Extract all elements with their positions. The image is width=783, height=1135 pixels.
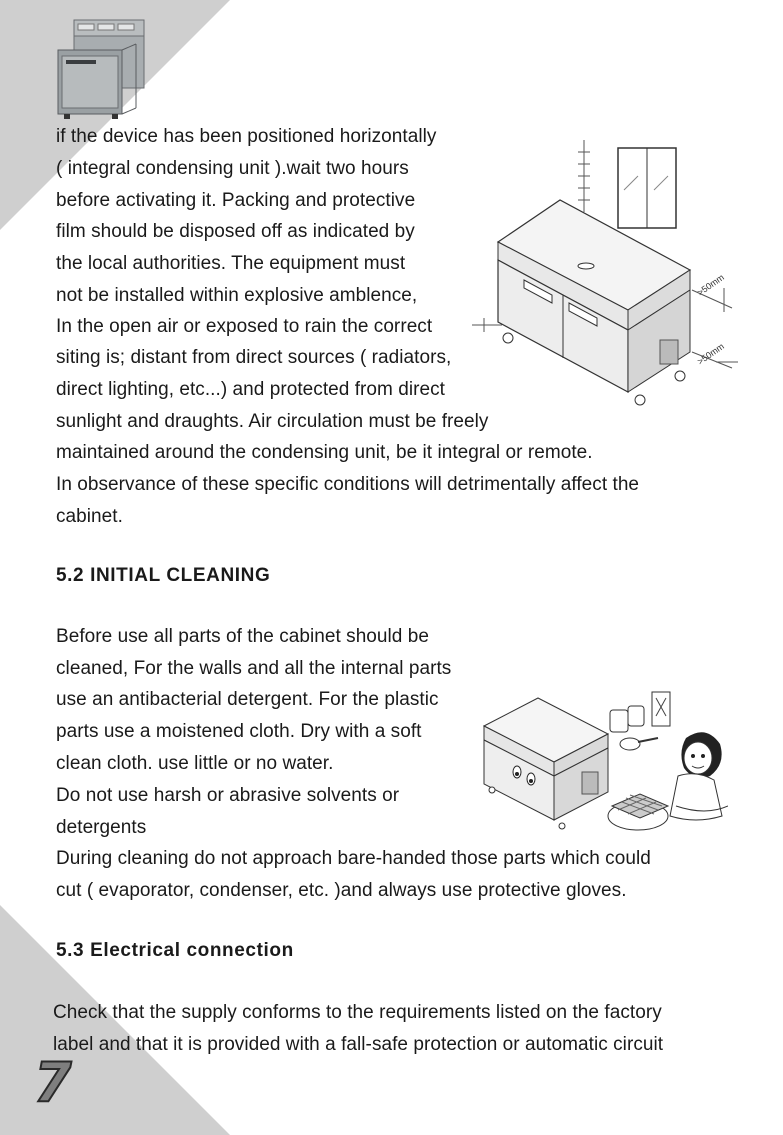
clearance-label-top: >50mm: [695, 272, 726, 298]
intro-line-11: maintained around the condensing unit, be it integral or remote.: [56, 442, 593, 463]
section-5-3-heading: 5.3 Electrical connection: [56, 940, 294, 961]
intro-line-4: film should be disposed off as indicated by: [56, 221, 415, 242]
clearance-label-bottom: >50mm: [695, 341, 726, 367]
section-5-2-heading: 5.2 INITIAL CLEANING: [56, 565, 271, 586]
cleaning-illustration: [478, 686, 728, 846]
cleaning-line-1: Before use all parts of the cabinet should be: [56, 626, 429, 647]
cleaning-line-8: During cleaning do not approach bare-handed those parts which could: [56, 848, 651, 869]
cabinet-logo-image: [56, 16, 146, 120]
intro-line-8: siting is; distant from direct sources ( radiators,: [56, 347, 452, 368]
intro-line-2: ( integral condensing unit ).wait two hours: [56, 158, 409, 179]
intro-line-3: before activating it. Packing and protective: [56, 190, 416, 211]
page-number: 7: [34, 1051, 72, 1114]
electrical-line-1: Check that the supply conforms to the requirements listed on the factory: [53, 1002, 662, 1023]
intro-line-1: if the device has been positioned horizontally: [56, 126, 437, 147]
intro-line-6: not be installed within explosive amblence,: [56, 285, 418, 306]
intro-line-10: sunlight and draughts. Air circulation must be freely: [56, 411, 489, 432]
intro-line-9: direct lighting, etc...) and protected from direct: [56, 379, 446, 400]
cleaning-line-5: clean cloth. use little or no water.: [56, 753, 334, 774]
intro-line-13: cabinet.: [56, 506, 123, 527]
electrical-line-2: label and that it is provided with a fall-safe protection or automatic circuit: [53, 1034, 664, 1055]
cleaning-line-9: cut ( evaporator, condenser, etc. )and always use protective gloves.: [56, 880, 627, 901]
cleaning-line-6: Do not use harsh or abrasive solvents or: [56, 785, 400, 806]
installation-clearance-illustration: [468, 140, 743, 408]
cleaning-line-3: use an antibacterial detergent. For the plastic: [56, 689, 439, 710]
cleaning-line-2: cleaned, For the walls and all the internal parts: [56, 658, 452, 679]
intro-line-7: In the open air or exposed to rain the correct: [56, 316, 433, 337]
cleaning-line-7: detergents: [56, 817, 147, 838]
intro-line-12: In observance of these specific conditions will detrimentally affect the: [56, 474, 640, 495]
cleaning-line-4: parts use a moistened cloth. Dry with a soft: [56, 721, 422, 742]
intro-line-5: the local authorities. The equipment must: [56, 253, 406, 274]
